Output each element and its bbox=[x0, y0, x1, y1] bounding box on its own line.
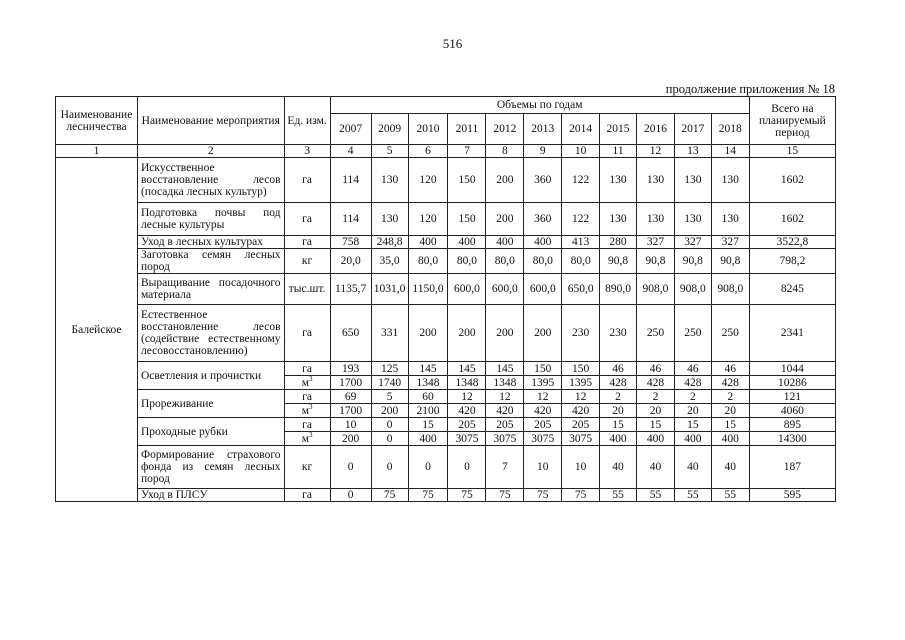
value-cell: 69 bbox=[330, 390, 371, 404]
value-cell: 200 bbox=[486, 305, 524, 362]
value-cell: 250 bbox=[674, 305, 711, 362]
value-cell: 80,0 bbox=[524, 249, 562, 274]
column-number: 3 bbox=[284, 145, 330, 158]
value-cell: 200 bbox=[330, 432, 371, 446]
value-cell: 3075 bbox=[562, 432, 600, 446]
column-number: 1 bbox=[56, 145, 138, 158]
value-cell: 20 bbox=[637, 404, 675, 418]
value-cell: 280 bbox=[600, 236, 637, 249]
table-row bbox=[56, 305, 836, 362]
measure-name: Уход в лесных культурах bbox=[137, 236, 284, 249]
value-cell: 150 bbox=[562, 362, 600, 376]
value-cell: 1348 bbox=[448, 376, 486, 390]
header-year: 2018 bbox=[711, 114, 749, 145]
measure-name: Осветления и прочистки bbox=[137, 362, 284, 390]
value-cell: 80,0 bbox=[408, 249, 448, 274]
value-cell: 1395 bbox=[562, 376, 600, 390]
value-cell: 400 bbox=[524, 236, 562, 249]
value-cell: 1700 bbox=[330, 376, 371, 390]
value-cell: 12 bbox=[448, 390, 486, 404]
total-cell: 121 bbox=[749, 390, 835, 404]
measure-name: Выращивание посадочного материала bbox=[137, 274, 284, 305]
value-cell: 428 bbox=[637, 376, 675, 390]
value-cell: 400 bbox=[408, 236, 448, 249]
value-cell: 400 bbox=[711, 432, 749, 446]
column-number: 10 bbox=[562, 145, 600, 158]
unit-cell: га bbox=[284, 203, 330, 236]
value-cell: 2 bbox=[637, 390, 675, 404]
value-cell: 0 bbox=[371, 446, 408, 489]
value-cell: 120 bbox=[408, 158, 448, 203]
value-cell: 1031,0 bbox=[371, 274, 408, 305]
unit-superscript: 3 bbox=[308, 374, 313, 383]
value-cell: 145 bbox=[486, 362, 524, 376]
total-cell: 10286 bbox=[749, 376, 835, 390]
unit-cell: га bbox=[284, 305, 330, 362]
value-cell: 46 bbox=[711, 362, 749, 376]
value-cell: 2100 bbox=[408, 404, 448, 418]
value-cell: 150 bbox=[448, 203, 486, 236]
value-cell: 55 bbox=[637, 489, 675, 502]
total-cell: 798,2 bbox=[749, 249, 835, 274]
header-total: Всего на планируемый период bbox=[749, 97, 835, 145]
value-cell: 0 bbox=[330, 489, 371, 502]
value-cell: 1135,7 bbox=[330, 274, 371, 305]
total-cell: 595 bbox=[749, 489, 835, 502]
unit-cell bbox=[284, 390, 330, 404]
value-cell: 3075 bbox=[448, 432, 486, 446]
value-cell: 60 bbox=[408, 390, 448, 404]
measure-name: Прореживание bbox=[137, 390, 284, 418]
unit-text: м bbox=[301, 376, 309, 389]
value-cell: 40 bbox=[600, 446, 637, 489]
table-row bbox=[56, 362, 836, 376]
unit-cell bbox=[284, 432, 330, 446]
value-cell: 650,0 bbox=[562, 274, 600, 305]
value-cell: 360 bbox=[524, 158, 562, 203]
value-cell: 600,0 bbox=[524, 274, 562, 305]
value-cell: 230 bbox=[600, 305, 637, 362]
value-cell: 0 bbox=[371, 432, 408, 446]
value-cell: 40 bbox=[711, 446, 749, 489]
value-cell: 40 bbox=[637, 446, 675, 489]
total-cell: 1044 bbox=[749, 362, 835, 376]
header-year: 2012 bbox=[486, 114, 524, 145]
column-number: 6 bbox=[408, 145, 448, 158]
table-row bbox=[56, 390, 836, 404]
value-cell: 80,0 bbox=[448, 249, 486, 274]
measure-name: Формирование страхового фонда из семян лесных пород bbox=[137, 446, 284, 489]
unit-cell: тыс.шт. bbox=[284, 274, 330, 305]
header-year: 2017 bbox=[674, 114, 711, 145]
total-cell: 1602 bbox=[749, 203, 835, 236]
value-cell: 15 bbox=[711, 418, 749, 432]
value-cell: 75 bbox=[371, 489, 408, 502]
value-cell: 75 bbox=[408, 489, 448, 502]
value-cell: 200 bbox=[371, 404, 408, 418]
value-cell: 400 bbox=[674, 432, 711, 446]
value-cell: 40 bbox=[674, 446, 711, 489]
measure-name: Подготовка почвы под лесные культуры bbox=[137, 203, 284, 236]
header-year: 2011 bbox=[448, 114, 486, 145]
value-cell: 5 bbox=[371, 390, 408, 404]
value-cell: 400 bbox=[486, 236, 524, 249]
value-cell: 200 bbox=[408, 305, 448, 362]
value-cell: 130 bbox=[637, 158, 675, 203]
total-cell: 14300 bbox=[749, 432, 835, 446]
value-cell: 75 bbox=[524, 489, 562, 502]
table-row bbox=[56, 446, 836, 489]
value-cell: 200 bbox=[486, 203, 524, 236]
value-cell: 205 bbox=[486, 418, 524, 432]
value-cell: 2 bbox=[711, 390, 749, 404]
unit-text: м bbox=[301, 404, 309, 417]
total-cell: 8245 bbox=[749, 274, 835, 305]
header-year: 2009 bbox=[371, 114, 408, 145]
unit-cell: га bbox=[284, 236, 330, 249]
value-cell: 130 bbox=[600, 203, 637, 236]
total-cell: 3522,8 bbox=[749, 236, 835, 249]
value-cell: 12 bbox=[524, 390, 562, 404]
value-cell: 10 bbox=[562, 446, 600, 489]
value-cell: 130 bbox=[674, 203, 711, 236]
value-cell: 650 bbox=[330, 305, 371, 362]
value-cell: 758 bbox=[330, 236, 371, 249]
value-cell: 200 bbox=[486, 158, 524, 203]
value-cell: 20 bbox=[600, 404, 637, 418]
value-cell: 145 bbox=[408, 362, 448, 376]
table-row bbox=[56, 489, 836, 502]
column-number: 5 bbox=[371, 145, 408, 158]
value-cell: 55 bbox=[674, 489, 711, 502]
header-year: 2013 bbox=[524, 114, 562, 145]
value-cell: 80,0 bbox=[486, 249, 524, 274]
value-cell: 2 bbox=[674, 390, 711, 404]
value-cell: 0 bbox=[330, 446, 371, 489]
value-cell: 130 bbox=[711, 203, 749, 236]
value-cell: 420 bbox=[562, 404, 600, 418]
value-cell: 90,8 bbox=[600, 249, 637, 274]
header-year: 2015 bbox=[600, 114, 637, 145]
total-cell: 1602 bbox=[749, 158, 835, 203]
value-cell: 205 bbox=[524, 418, 562, 432]
value-cell: 1740 bbox=[371, 376, 408, 390]
value-cell: 130 bbox=[637, 203, 675, 236]
value-cell: 2 bbox=[600, 390, 637, 404]
unit-cell: га bbox=[284, 158, 330, 203]
value-cell: 80,0 bbox=[562, 249, 600, 274]
unit-text: м bbox=[301, 432, 309, 445]
unit-cell bbox=[284, 404, 330, 418]
value-cell: 327 bbox=[674, 236, 711, 249]
value-cell: 20 bbox=[674, 404, 711, 418]
header-year: 2010 bbox=[408, 114, 448, 145]
value-cell: 193 bbox=[330, 362, 371, 376]
value-cell: 200 bbox=[524, 305, 562, 362]
column-number: 7 bbox=[448, 145, 486, 158]
value-cell: 600,0 bbox=[486, 274, 524, 305]
table-row bbox=[56, 158, 836, 203]
value-cell: 122 bbox=[562, 158, 600, 203]
column-number: 4 bbox=[330, 145, 371, 158]
unit-cell bbox=[284, 362, 330, 376]
value-cell: 120 bbox=[408, 203, 448, 236]
value-cell: 420 bbox=[524, 404, 562, 418]
unit-superscript: 3 bbox=[308, 430, 313, 439]
unit-cell: га bbox=[284, 489, 330, 502]
value-cell: 400 bbox=[448, 236, 486, 249]
value-cell: 46 bbox=[637, 362, 675, 376]
value-cell: 130 bbox=[371, 158, 408, 203]
column-number: 14 bbox=[711, 145, 749, 158]
value-cell: 428 bbox=[711, 376, 749, 390]
value-cell: 55 bbox=[600, 489, 637, 502]
column-number: 12 bbox=[637, 145, 675, 158]
value-cell: 428 bbox=[674, 376, 711, 390]
value-cell: 130 bbox=[371, 203, 408, 236]
column-number: 9 bbox=[524, 145, 562, 158]
value-cell: 10 bbox=[524, 446, 562, 489]
value-cell: 1348 bbox=[408, 376, 448, 390]
value-cell: 145 bbox=[448, 362, 486, 376]
value-cell: 46 bbox=[674, 362, 711, 376]
value-cell: 10 bbox=[330, 418, 371, 432]
value-cell: 3075 bbox=[524, 432, 562, 446]
header-forestry: Наименование лесничества bbox=[56, 97, 138, 145]
value-cell: 125 bbox=[371, 362, 408, 376]
value-cell: 7 bbox=[486, 446, 524, 489]
value-cell: 248,8 bbox=[371, 236, 408, 249]
value-cell: 250 bbox=[637, 305, 675, 362]
column-number: 2 bbox=[137, 145, 284, 158]
unit-text: га bbox=[302, 362, 312, 375]
total-cell: 4060 bbox=[749, 404, 835, 418]
value-cell: 331 bbox=[371, 305, 408, 362]
total-cell: 895 bbox=[749, 418, 835, 432]
value-cell: 1700 bbox=[330, 404, 371, 418]
value-cell: 413 bbox=[562, 236, 600, 249]
table-row bbox=[56, 274, 836, 305]
value-cell: 420 bbox=[486, 404, 524, 418]
value-cell: 12 bbox=[562, 390, 600, 404]
value-cell: 400 bbox=[600, 432, 637, 446]
table-row bbox=[56, 249, 836, 274]
measure-name: Заготовка семян лесных пород bbox=[137, 249, 284, 274]
header-year: 2016 bbox=[637, 114, 675, 145]
value-cell: 130 bbox=[674, 158, 711, 203]
value-cell: 205 bbox=[562, 418, 600, 432]
value-cell: 908,0 bbox=[637, 274, 675, 305]
value-cell: 90,8 bbox=[711, 249, 749, 274]
value-cell: 46 bbox=[600, 362, 637, 376]
value-cell: 1395 bbox=[524, 376, 562, 390]
value-cell: 250 bbox=[711, 305, 749, 362]
unit-cell: кг bbox=[284, 446, 330, 489]
value-cell: 0 bbox=[448, 446, 486, 489]
page-number: 516 bbox=[442, 36, 463, 51]
value-cell: 130 bbox=[711, 158, 749, 203]
value-cell: 327 bbox=[637, 236, 675, 249]
value-cell: 35,0 bbox=[371, 249, 408, 274]
column-number: 11 bbox=[600, 145, 637, 158]
table-row bbox=[56, 236, 836, 249]
value-cell: 130 bbox=[600, 158, 637, 203]
table-row bbox=[56, 203, 836, 236]
value-cell: 20,0 bbox=[330, 249, 371, 274]
value-cell: 75 bbox=[562, 489, 600, 502]
column-number: 8 bbox=[486, 145, 524, 158]
value-cell: 420 bbox=[448, 404, 486, 418]
header-unit: Ед. изм. bbox=[284, 97, 330, 145]
value-cell: 400 bbox=[637, 432, 675, 446]
column-number: 15 bbox=[749, 145, 835, 158]
unit-superscript: 3 bbox=[308, 402, 313, 411]
unit-text: га bbox=[302, 418, 312, 431]
value-cell: 1150,0 bbox=[408, 274, 448, 305]
unit-text: га bbox=[302, 390, 312, 403]
forestry-name: Балейское bbox=[56, 158, 138, 502]
value-cell: 908,0 bbox=[711, 274, 749, 305]
value-cell: 12 bbox=[486, 390, 524, 404]
value-cell: 114 bbox=[330, 203, 371, 236]
unit-cell bbox=[284, 418, 330, 432]
value-cell: 114 bbox=[330, 158, 371, 203]
continuation-note: продолжение приложения № 18 bbox=[665, 82, 835, 96]
unit-cell: кг bbox=[284, 249, 330, 274]
measure-name: Естественное восстановление лесов (содействие естественному лесовосстановлению) bbox=[137, 305, 284, 362]
value-cell: 15 bbox=[600, 418, 637, 432]
value-cell: 0 bbox=[371, 418, 408, 432]
total-cell: 2341 bbox=[749, 305, 835, 362]
value-cell: 90,8 bbox=[674, 249, 711, 274]
total-cell: 187 bbox=[749, 446, 835, 489]
value-cell: 55 bbox=[711, 489, 749, 502]
forestry-volumes-table bbox=[55, 96, 836, 502]
value-cell: 230 bbox=[562, 305, 600, 362]
value-cell: 150 bbox=[524, 362, 562, 376]
value-cell: 75 bbox=[486, 489, 524, 502]
value-cell: 327 bbox=[711, 236, 749, 249]
value-cell: 0 bbox=[408, 446, 448, 489]
value-cell: 75 bbox=[448, 489, 486, 502]
value-cell: 205 bbox=[448, 418, 486, 432]
value-cell: 15 bbox=[637, 418, 675, 432]
value-cell: 890,0 bbox=[600, 274, 637, 305]
value-cell: 908,0 bbox=[674, 274, 711, 305]
value-cell: 400 bbox=[408, 432, 448, 446]
value-cell: 15 bbox=[674, 418, 711, 432]
value-cell: 150 bbox=[448, 158, 486, 203]
value-cell: 200 bbox=[448, 305, 486, 362]
value-cell: 428 bbox=[600, 376, 637, 390]
measure-name: Проходные рубки bbox=[137, 418, 284, 446]
value-cell: 20 bbox=[711, 404, 749, 418]
header-volumes: Объемы по годам bbox=[330, 97, 749, 114]
table-row bbox=[56, 418, 836, 432]
value-cell: 1348 bbox=[486, 376, 524, 390]
header-measure: Наименование мероприятия bbox=[137, 97, 284, 145]
header-year: 2014 bbox=[562, 114, 600, 145]
measure-name: Искусственное восстановление лесов (посадка лесных культур) bbox=[137, 158, 284, 203]
value-cell: 360 bbox=[524, 203, 562, 236]
value-cell: 90,8 bbox=[637, 249, 675, 274]
value-cell: 15 bbox=[408, 418, 448, 432]
header-year: 2007 bbox=[330, 114, 371, 145]
value-cell: 600,0 bbox=[448, 274, 486, 305]
value-cell: 3075 bbox=[486, 432, 524, 446]
value-cell: 122 bbox=[562, 203, 600, 236]
column-number: 13 bbox=[674, 145, 711, 158]
unit-cell bbox=[284, 376, 330, 390]
measure-name: Уход в ПЛСУ bbox=[137, 489, 284, 502]
